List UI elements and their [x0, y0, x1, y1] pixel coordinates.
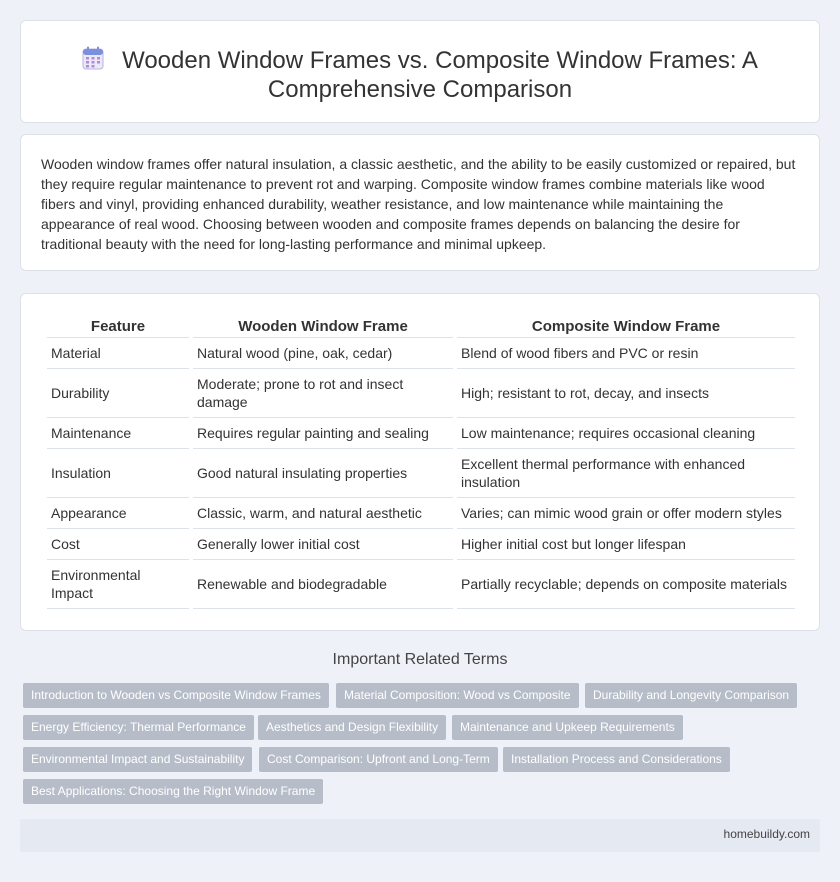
footer	[20, 819, 820, 852]
table-cell: Moderate; prone to rot and insect damage	[193, 369, 453, 418]
table-cell: Low maintenance; requires occasional cleaning	[457, 418, 795, 449]
table-cell: Maintenance	[47, 418, 189, 449]
table-cell: Appearance	[47, 498, 189, 529]
table-cell: Environmental Impact	[47, 560, 189, 609]
table-cell: Blend of wood fibers and PVC or resin	[457, 338, 795, 369]
table-cell: Varies; can mimic wood grain or offer modern styles	[457, 498, 795, 529]
tag-introduction[interactable]: Introduction to Wooden vs Composite Window Frames	[23, 683, 329, 708]
tag-installation[interactable]: Installation Process and Considerations	[503, 747, 730, 772]
table-cell: High; resistant to rot, decay, and insects	[457, 369, 795, 418]
table-row	[47, 449, 795, 498]
title-line-2: Comprehensive Comparison	[267, 76, 573, 103]
tag-best-applications[interactable]: Best Applications: Choosing the Right Window Frame	[23, 779, 323, 804]
header-feature: Feature	[47, 316, 189, 338]
table-cell: Higher initial cost but longer lifespan	[457, 529, 795, 560]
table-cell: Cost	[47, 529, 189, 560]
table-cell: Partially recyclable; depends on composite materials	[457, 560, 795, 609]
header-card	[20, 20, 820, 123]
related-terms-title: Important Related Terms	[332, 651, 508, 668]
table-cell: Requires regular painting and sealing	[193, 418, 453, 449]
table-cell: Durability	[47, 369, 189, 418]
table-row	[47, 560, 795, 609]
tag-aesthetics[interactable]: Aesthetics and Design Flexibility	[258, 715, 446, 740]
footer-site[interactable]: homebuildy.com	[723, 827, 810, 841]
tag-environmental-impact[interactable]: Environmental Impact and Sustainability	[23, 747, 252, 772]
calendar-icon	[82, 46, 104, 70]
comparison-table	[43, 316, 799, 609]
table-cell: Generally lower initial cost	[193, 529, 453, 560]
tag-energy-efficiency[interactable]: Energy Efficiency: Thermal Performance	[23, 715, 254, 740]
table-row	[47, 498, 795, 529]
tag-cost-comparison[interactable]: Cost Comparison: Upfront and Long-Term	[259, 747, 498, 772]
comparison-table-card	[20, 293, 820, 631]
table-cell: Excellent thermal performance with enhanced insulation	[457, 449, 795, 498]
table-header-row	[47, 316, 795, 338]
tag-maintenance[interactable]: Maintenance and Upkeep Requirements	[452, 715, 683, 740]
table-row	[47, 338, 795, 369]
table-cell: Renewable and biodegradable	[193, 560, 453, 609]
tag-durability[interactable]: Durability and Longevity Comparison	[585, 683, 797, 708]
table-row	[47, 369, 795, 418]
intro-text: Wooden window frames offer natural insulation, a classic aesthetic, and the ability to be easily customized or repaired, but they require regular maintenance to prevent rot and warping. Composite window frames combine materials like wood fibers and vinyl, providing enhanced durability, weather resistance, and low maintenance while maintaining the appearance of real wood. Choosing between wooden and composite frames depends on balancing the desire for traditional beauty with the need for long-lasting performance and minimal upkeep.	[41, 156, 796, 252]
table-row	[47, 529, 795, 560]
header-wooden: Wooden Window Frame	[193, 316, 453, 338]
table-cell: Insulation	[47, 449, 189, 498]
table-cell: Material	[47, 338, 189, 369]
table-cell: Good natural insulating properties	[193, 449, 453, 498]
tag-material-composition[interactable]: Material Composition: Wood vs Composite	[336, 683, 579, 708]
title-line-1: Wooden Window Frames vs. Composite Window Frames: A	[122, 47, 758, 74]
intro-card	[20, 134, 820, 271]
table-cell: Natural wood (pine, oak, cedar)	[193, 338, 453, 369]
header-composite: Composite Window Frame	[457, 316, 795, 338]
table-row	[47, 418, 795, 449]
table-cell: Classic, warm, and natural aesthetic	[193, 498, 453, 529]
page-title	[21, 46, 819, 104]
